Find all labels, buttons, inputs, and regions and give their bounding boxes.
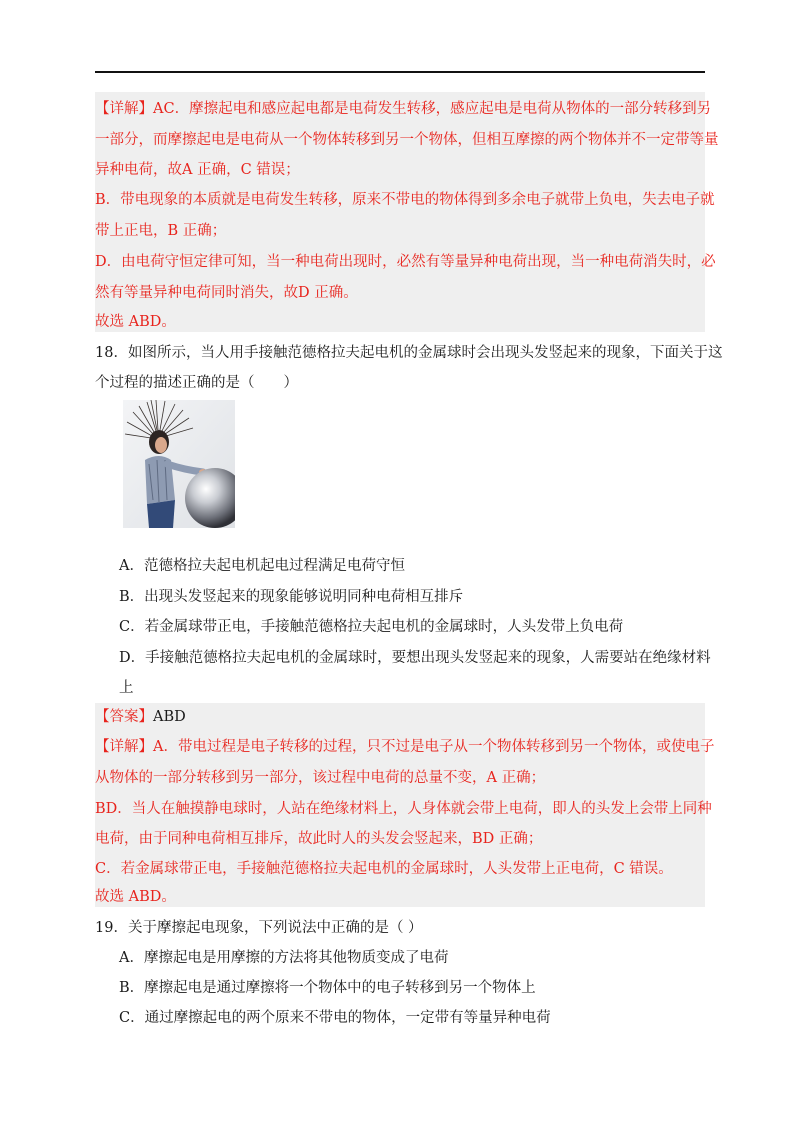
header-rule xyxy=(95,71,705,73)
q18-option-c: C．若金属球带正电，手接触范德格拉夫起电机的金属球时，人头发带上负电荷 xyxy=(119,619,624,635)
q18-option-a: A．范德格拉夫起电机起电过程满足电荷守恒 xyxy=(119,558,405,574)
q19-option-c: C．通过摩擦起电的两个原来不带电的物体，一定带有等量异种电荷 xyxy=(119,1010,551,1026)
q17-explain-line-4: B．带电现象的本质就是电荷发生转移，原来不带电的物体得到多余电子就带上负电，失去电子就 xyxy=(95,192,715,208)
q18-option-b: B．出现头发竖起来的现象能够说明同种电荷相互排斥 xyxy=(119,589,464,605)
q18-explain-line-4: 电荷，由于同种电荷相互排斥，故此时人的头发会竖起来，BD 正确； xyxy=(95,831,543,847)
q18-stem-line-2: 个过程的描述正确的是（ ） xyxy=(95,375,298,391)
q19-option-b: B．摩擦起电是通过摩擦将一个物体中的电子转移到另一个物体上 xyxy=(119,980,536,996)
q19-option-a: A．摩擦起电是用摩擦的方法将其他物质变成了电荷 xyxy=(119,950,449,966)
q18-explain-line-1 xyxy=(95,737,714,757)
answer-value: ABD xyxy=(153,709,186,725)
explain-tag: 【详解】 xyxy=(95,101,153,117)
q18-explain-line-2: 从物体的一部分转移到另一部分，该过程中电荷的总量不变，A 正确； xyxy=(95,770,546,786)
q17-explain-line-5: 带上正电，B 正确； xyxy=(95,223,227,239)
q18-explain-line-3: BD．当人在触摸静电球时，人站在绝缘材料上，人身体就会带上电荷，即人的头发上会带上同种 xyxy=(95,801,712,817)
photo-illustration xyxy=(123,400,235,528)
q18-explain-line-5: C．若金属球带正电，手接触范德格拉夫起电机的金属球时，人头发带上正电荷，C 错误。 xyxy=(95,861,673,877)
explain-text: A．带电过程是电子转移的过程，只不过是电子从一个物体转移到另一个物体，或使电子 xyxy=(153,739,715,755)
explain-text: AC．摩擦起电和感应起电都是电荷发生转移，感应起电是电荷从物体的一部分转移到另 xyxy=(153,101,712,117)
q18-conclusion: 故选 ABD。 xyxy=(95,889,176,905)
q18-stem-line-1: 18．如图所示，当人用手接触范德格拉夫起电机的金属球时会出现头发竖起来的现象，下面关于这 xyxy=(95,345,723,361)
q17-conclusion: 故选 ABD。 xyxy=(95,314,176,330)
explain-tag: 【详解】 xyxy=(95,739,153,755)
q18-option-d-cont: 上 xyxy=(119,680,134,696)
q17-explain-line-6: D．由电荷守恒定律可知，当一种电荷出现时，必然有等量异种电荷出现，当一种电荷消失时，必 xyxy=(95,254,716,270)
q17-explain-line-2: 一部分，而摩擦起电是电荷从一个物体转移到另一个物体，但相互摩擦的两个物体并不一定带等量 xyxy=(95,132,719,148)
answer-tag: 【答案】 xyxy=(95,709,153,725)
q18-option-d: D．手接触范德格拉夫起电机的金属球时，要想出现头发竖起来的现象，人需要站在绝缘材料 xyxy=(119,650,711,666)
q17-explain-line-3: 异种电荷，故A 正确，C 错误； xyxy=(95,162,300,178)
q18-answer-line xyxy=(95,707,186,727)
van-de-graaff-photo xyxy=(123,400,235,528)
q17-explain-line-7: 然有等量异种电荷同时消失，故D 正确。 xyxy=(95,285,358,301)
q19-stem: 19．关于摩擦起电现象，下列说法中正确的是（ ） xyxy=(95,920,423,936)
q17-explain-line-1 xyxy=(95,99,711,119)
